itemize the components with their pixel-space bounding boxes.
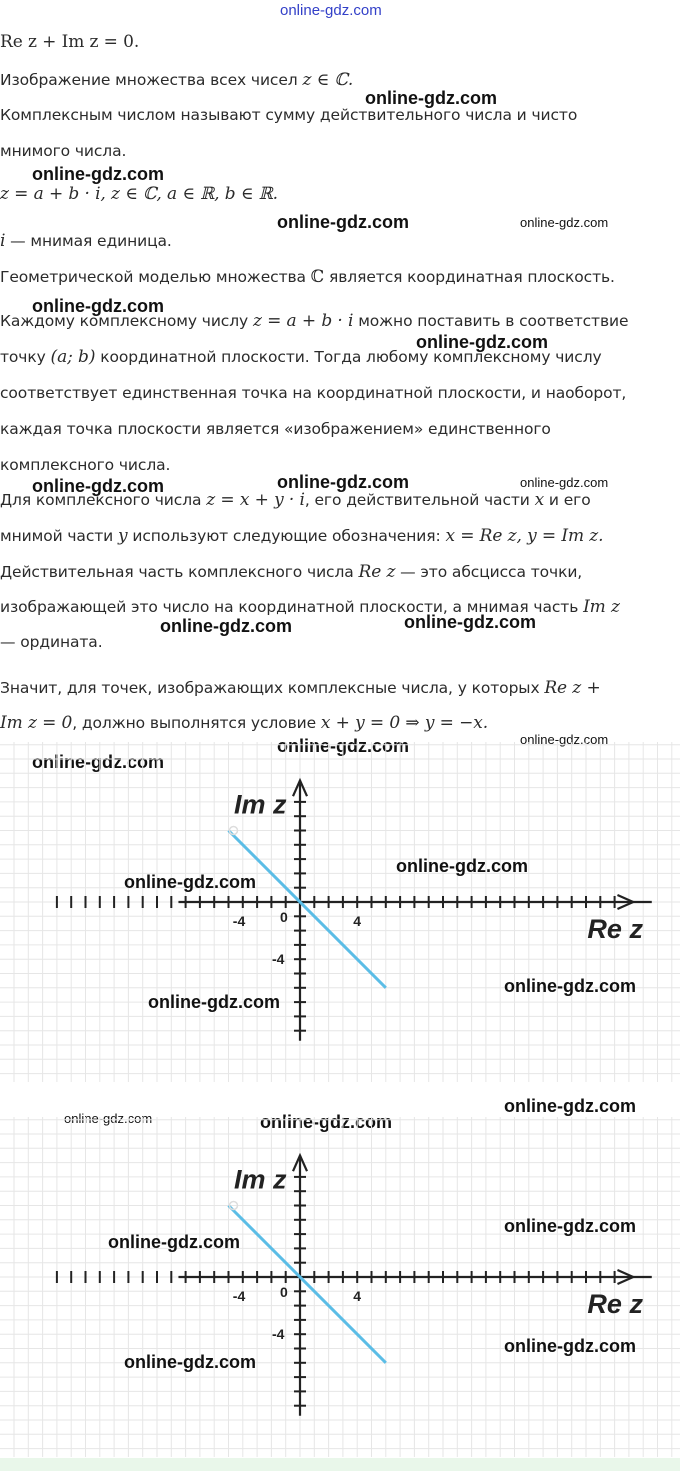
watermark: online-gdz.com — [108, 1232, 240, 1252]
watermark: online-gdz.com — [160, 616, 292, 636]
complex-plane-chart — [0, 742, 680, 1082]
x-tick-label: 4 — [353, 913, 361, 929]
grid — [0, 742, 680, 1082]
text-line-17: — ордината. — [0, 633, 103, 651]
text-line-19: Im z = 0, должно выполнятся условие x + y = 0 ⇒ y = −x. — [0, 713, 489, 733]
text-line-16: изображающей это число на координатной плоскости, а мнимая часть Im z — [0, 597, 620, 617]
grid — [0, 1117, 680, 1457]
text-line-2: Изображение множества всех чисел z ∈ ℂ. — [0, 70, 354, 90]
watermark: online-gdz.com — [124, 872, 256, 892]
text-line-8: Каждому комплексному числу z = a + b · i можно поставить в соответствие — [0, 311, 629, 331]
x-tick-label: 4 — [353, 1288, 361, 1304]
y-tick-label: -4 — [272, 1326, 285, 1343]
watermark: online-gdz.com — [277, 212, 409, 232]
watermark: online-gdz.com — [277, 736, 409, 756]
watermark: online-gdz.com — [504, 1216, 636, 1236]
watermark: online-gdz.com — [504, 976, 636, 996]
watermark: online-gdz.com — [32, 296, 164, 316]
watermark: online-gdz.com — [148, 992, 280, 1012]
x-axis-label: Re z — [587, 914, 643, 944]
bottom-strip — [0, 1458, 680, 1471]
watermark: online-gdz.com — [520, 732, 609, 747]
watermark: online-gdz.com — [260, 1112, 392, 1132]
watermark: online-gdz.com — [32, 476, 164, 496]
watermark: online-gdz.com — [64, 1111, 153, 1126]
watermark: online-gdz.com — [32, 752, 164, 772]
text-line-7: Геометрической моделью множества ℂ является координатная плоскость. — [0, 267, 615, 287]
y-tick-label: -4 — [272, 951, 285, 968]
origin-label: 0 — [280, 1284, 288, 1300]
text-line-11: каждая точка плоскости является «изображением» единственного — [0, 420, 551, 438]
watermark: online-gdz.com — [416, 332, 548, 352]
watermark: online-gdz.com — [504, 1336, 636, 1356]
text-line-4: мнимого числа. — [0, 142, 127, 160]
x-tick-label: -4 — [232, 1288, 246, 1304]
text-line-9: точку (a; b) координатной плоскости. Тогда любому комплексному числу — [0, 347, 602, 367]
watermark: online-gdz.com — [520, 215, 609, 230]
text-line-6: i — мнимая единица. — [0, 231, 172, 251]
y-axis-label: Im z — [234, 1164, 287, 1195]
x-tick-label: -4 — [232, 913, 246, 929]
equation-line-1: Re z + Im z = 0. — [0, 32, 140, 52]
watermark: online-gdz.com — [365, 88, 497, 108]
x-axis-label: Re z — [587, 1289, 643, 1319]
text-line-10: соответствует единственная точка на координатной плоскости, и наоборот, — [0, 384, 627, 402]
equation-line-5: z = a + b · i, z ∈ ℂ, a ∈ ℝ, b ∈ ℝ. — [0, 184, 278, 204]
watermark: online-gdz.com — [396, 856, 528, 876]
complex-plane-chart — [0, 1117, 680, 1457]
watermark: online-gdz.com — [32, 164, 164, 184]
watermark: online-gdz.com — [277, 472, 409, 492]
text-line-13: Для комплексного числа z = x + y · i, его действительной части x и его — [0, 490, 591, 510]
y-axis-label: Im z — [234, 789, 287, 820]
series-line — [229, 831, 386, 988]
text-line-15: Действительная часть комплексного числа Re z — это абсцисса точки, — [0, 562, 583, 582]
watermark: online-gdz.com — [124, 1352, 256, 1372]
text-line-3: Комплексным числом называют сумму действительного числа и чисто — [0, 106, 578, 124]
text-line-12: комплексного числа. — [0, 456, 171, 474]
watermark: online-gdz.com — [504, 1096, 636, 1116]
watermark: online-gdz.com — [404, 612, 536, 632]
text-line-14: мнимой части y используют следующие обозначения: x = Re z, y = Im z. — [0, 526, 604, 546]
series-line — [229, 1206, 386, 1363]
text-line-18: Значит, для точек, изображающих комплексные числа, у которых Re z + — [0, 678, 601, 698]
watermark: online-gdz.com — [280, 2, 382, 19]
origin-label: 0 — [280, 909, 288, 925]
watermark: online-gdz.com — [520, 475, 609, 490]
